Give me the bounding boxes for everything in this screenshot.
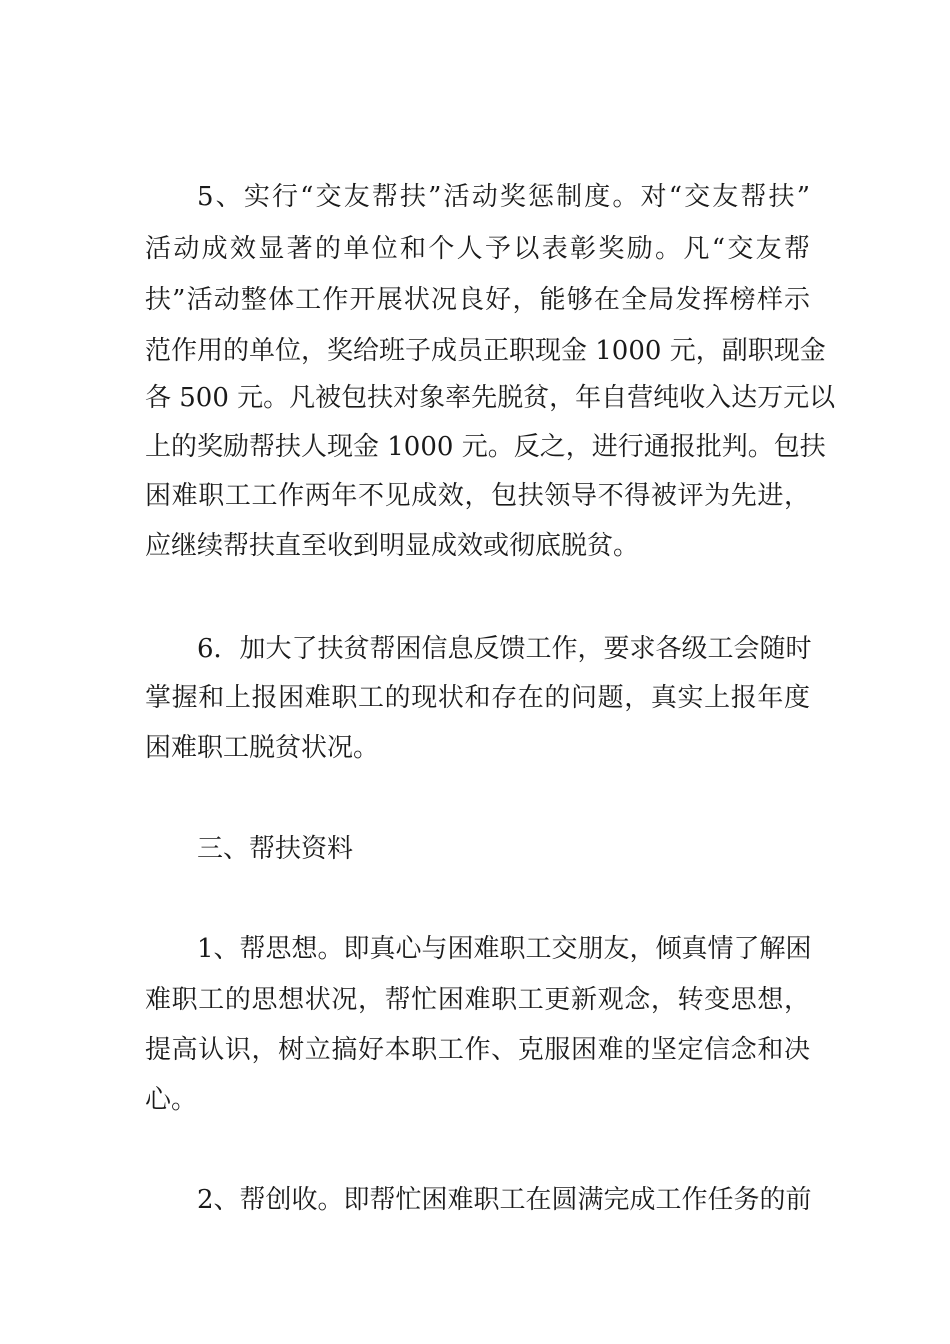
paragraph-1-line-3: 扶”活动整体工作开展状况良好，能够在全局发挥榜样示 bbox=[145, 285, 810, 315]
paragraph-2-line-2: 掌握和上报困难职工的现状和存在的问题，真实上报年度 bbox=[145, 683, 810, 713]
paragraph-1-line-7: 困难职工工作两年不见成效，包扶领导不得被评为先进， bbox=[145, 481, 810, 511]
paragraph-1-line-5: 各 500 元。凡被包扶对象率先脱贫，年自营纯收入达万元以 bbox=[145, 383, 836, 413]
paragraph-2-line-1: 6．加大了扶贫帮困信息反馈工作，要求各级工会随时 bbox=[197, 634, 812, 664]
paragraph-4-line-1: 2、帮创收。即帮忙困难职工在圆满完成工作任务的前 bbox=[197, 1185, 812, 1215]
paragraph-3-line-4: 心。 bbox=[145, 1085, 198, 1115]
paragraph-1-line-1: 5、实行“交友帮扶”活动奖惩制度。对“交友帮扶” bbox=[197, 182, 810, 212]
paragraph-1-line-2: 活动成效显著的单位和个人予以表彰奖励。凡“交友帮 bbox=[145, 234, 810, 264]
paragraph-3-line-3: 提高认识，树立搞好本职工作、克服困难的坚定信念和决 bbox=[145, 1035, 810, 1065]
paragraph-1-line-4: 范作用的单位，奖给班子成员正职现金 1000 元，副职现金 bbox=[145, 336, 826, 366]
paragraph-1-line-6: 上的奖励帮扶人现金 1000 元。反之，进行通报批判。包扶 bbox=[145, 432, 826, 462]
paragraph-1-line-8: 应继续帮扶直至收到明显成效或彻底脱贫。 bbox=[145, 531, 640, 561]
section-heading: 三、帮扶资料 bbox=[197, 834, 354, 864]
paragraph-3-line-2: 难职工的思想状况，帮忙困难职工更新观念，转变思想， bbox=[145, 985, 810, 1015]
paragraph-3-line-1: 1、帮思想。即真心与困难职工交朋友，倾真情了解困 bbox=[197, 934, 812, 964]
paragraph-2-line-3: 困难职工脱贫状况。 bbox=[145, 733, 380, 763]
